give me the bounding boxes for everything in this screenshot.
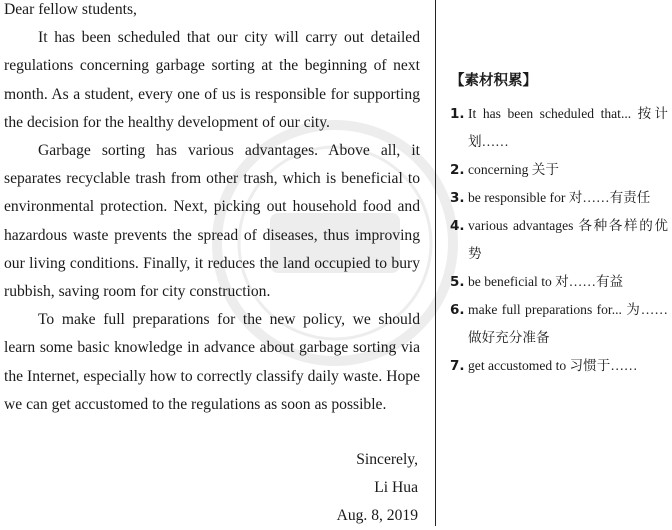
letter-body xyxy=(4,0,420,419)
notes-list xyxy=(450,100,668,380)
notes-item-number: 7. xyxy=(450,358,465,374)
letter-paragraph-1: It has been scheduled that our city will carry out detailed regulations concerning garbage sorting at the beginning of next month. As a student, every one of us is responsible for supporting the decision for the healthy development of our city. xyxy=(4,29,420,131)
notes-item xyxy=(450,100,668,156)
notes-item-number: 5. xyxy=(450,274,465,290)
notes-item-text: various advantages 各种各样的优势 xyxy=(468,218,668,261)
notes-item-text: get accustomed to 习惯于…… xyxy=(468,358,638,373)
letter-signature: Li Hua xyxy=(374,479,418,496)
notes-item-number: 2. xyxy=(450,162,465,178)
letter-date: Aug. 8, 2019 xyxy=(336,507,418,524)
notes-item xyxy=(450,268,668,296)
notes-item-number: 1. xyxy=(450,106,465,122)
notes-heading: 【素材积累】 xyxy=(450,73,537,89)
letter-closing: Sincerely, xyxy=(356,451,418,468)
letter-greeting: Dear fellow students, xyxy=(4,1,137,18)
notes-item xyxy=(450,296,668,352)
notes-item-text: It has been scheduled that... 按计划…… xyxy=(468,106,668,149)
notes-item xyxy=(450,184,668,212)
notes-item-number: 4. xyxy=(450,218,465,234)
notes-item-number: 6. xyxy=(450,302,465,318)
notes-item xyxy=(450,352,668,380)
notes-item xyxy=(450,212,668,268)
notes-item-text: be beneficial to 对……有益 xyxy=(468,274,624,289)
column-divider xyxy=(435,0,436,526)
notes-panel xyxy=(450,68,668,380)
notes-item-text: concerning 关于 xyxy=(468,162,559,177)
notes-item xyxy=(450,156,668,184)
letter-paragraph-2: Garbage sorting has various advantages. Above all, it separates recyclable trash from other trash, which is beneficial to environmental protection. Next, picking out household food and hazardous waste prevents the spread of diseases, thus improving our living conditions. Finally, it reduces the land occupied to bury rubbish, saving room for city construction. xyxy=(4,142,420,301)
letter-paragraph-3: To make full preparations for the new policy, we should learn some basic knowledge in advance about garbage sorting via the Internet, especially how to correctly classify daily waste. Hope we can get accustomed to the regulations as soon as possible. xyxy=(4,311,420,413)
notes-item-text: be responsible for 对……有责任 xyxy=(468,190,651,205)
notes-item-number: 3. xyxy=(450,190,465,206)
notes-item-text: make full preparations for... 为……做好充分准备 xyxy=(468,302,668,345)
